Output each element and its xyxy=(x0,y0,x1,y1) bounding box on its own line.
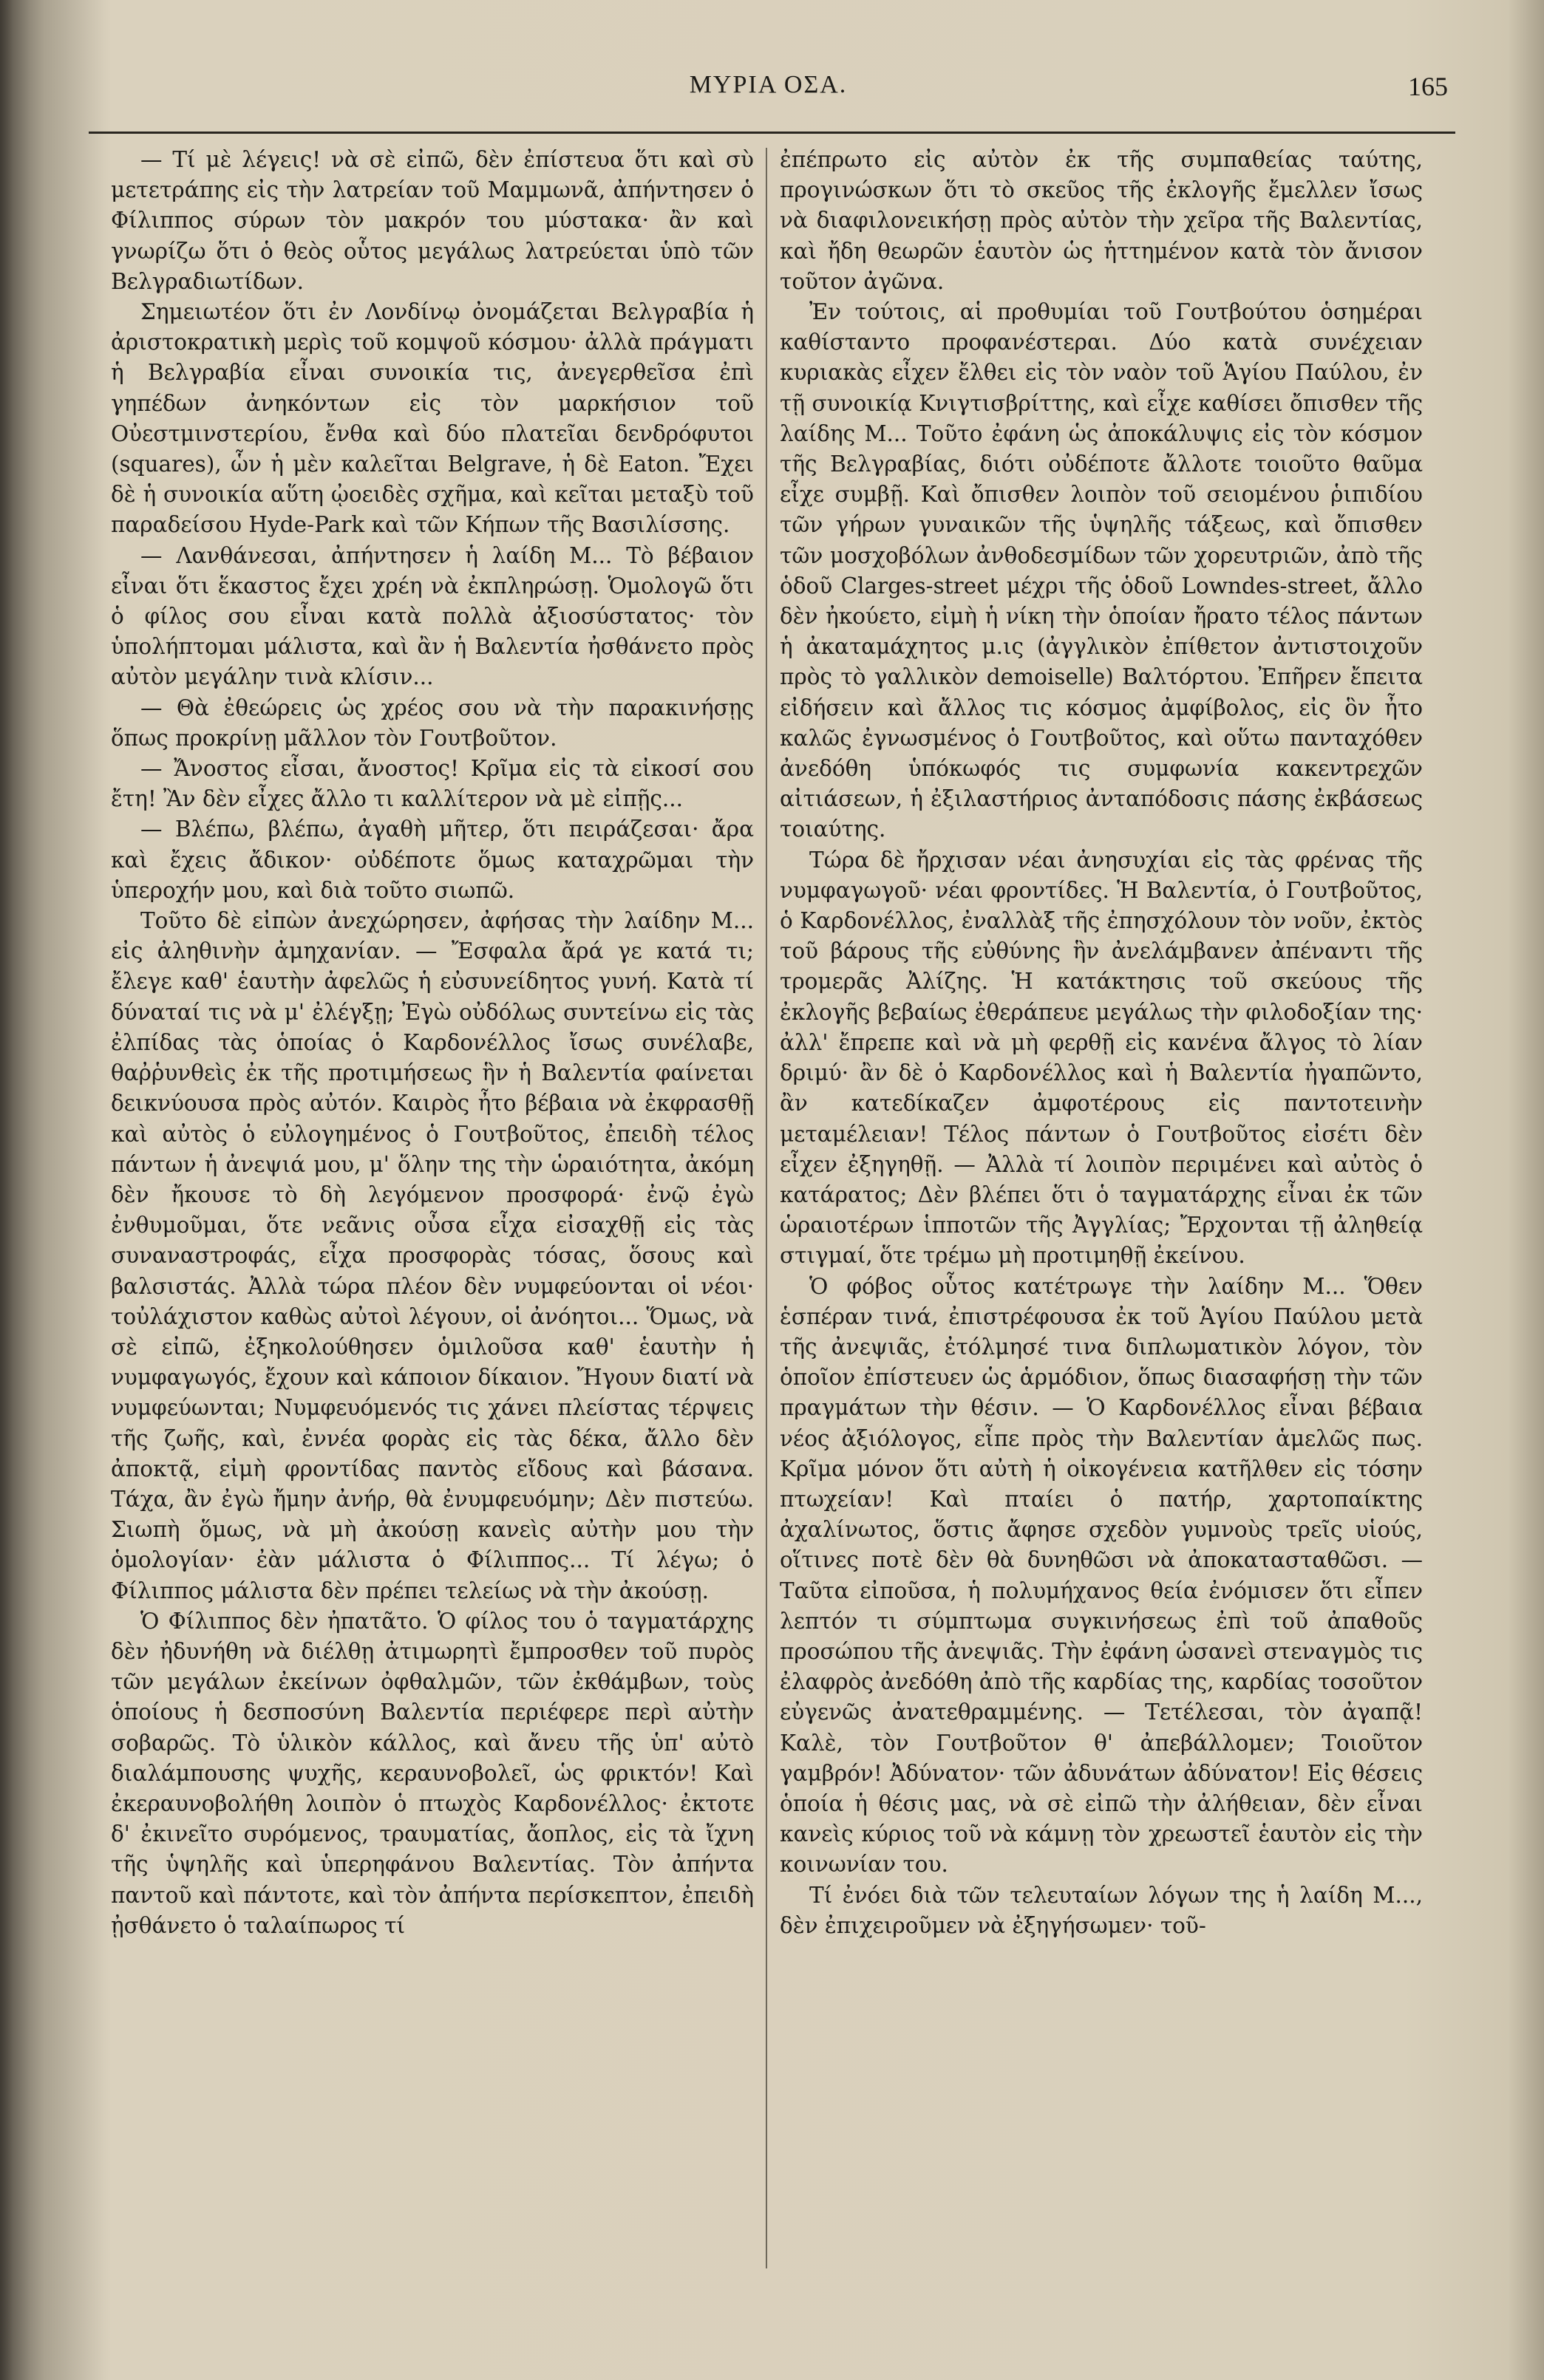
paragraph: ἐπέπρωτο εἰς αὐτὸν ἐκ τῆς συμπαθείας ταύτης, προγινώσκων ὅτι τὸ σκεῦος τῆς ἐκλογῆς ἔμελλεν ἴσως νὰ διαφιλονεικήσῃ πρὸς αὐτὸν τὴν χεῖρα τῆς Βαλεντίας, καὶ ἤδη θεωρῶν ἑαυτὸν ὡς ἡττημένον κατὰ τὸν ἄνισον τοῦτον ἀγῶνα. xyxy=(780,147,1423,294)
binding-shadow xyxy=(0,0,111,2380)
paragraph: Τώρα δὲ ἤρχισαν νέαι ἀνησυχίαι εἰς τὰς φρένας τῆς νυμφαγωγοῦ· νέαι φροντίδες. Ἡ Βαλεντία, ὁ Γουτβοῦτος, ὁ Καρδονέλλος, ἐναλλὰξ τῆς ἐπησχόλουν τὸν νοῦν, ἐκτὸς τοῦ βάρους τῆς εὐθύνης ἣν ἀνελάμβανεν ἀπέναντι τῆς τρομερᾶς Ἀλίζης. Ἡ κατάκτησις τοῦ σκεύους τῆς ἐκλογῆς βεβαίως ἐθεράπευε μεγάλως τὴν φιλοδοξίαν της· ἀλλ' ἔπρεπε καὶ νὰ μὴ φερθῇ εἰς κανένα ἄλγος τὸ λίαν δριμύ· ἂν δὲ ὁ Καρδονέλλος καὶ ἡ Βαλεντία ἠγαπῶντο, ἂν κατεδίκαζεν ἀμφοτέρους εἰς παντοτεινὴν μεταμέλειαν! Τέλος πάντων ὁ Γουτβοῦτος εἰσέτι δὲν εἶχεν ἐξηγηθῇ. — Ἀλλὰ τί λοιπὸν περιμένει καὶ αὐτὸς ὁ κατάρατος; Δὲν βλέπει ὅτι ὁ ταγματάρχης εἶναι ἐκ τῶν ὡραιοτέρων ἱπποτῶν τῆς Ἀγγλίας; Ἔρχονται τῇ ἀληθείᾳ στιγμαί, ὅτε τρέμω μὴ προτιμηθῇ ἐκείνου. xyxy=(780,847,1423,1269)
paragraph: Τοῦτο δὲ εἰπὼν ἀνεχώρησεν, ἀφήσας τὴν λαίδην Μ... εἰς ἀληθινὴν ἀμηχανίαν. — Ἔσφαλα ἄρά γε κατά τι; ἔλεγε καθ' ἑαυτὴν ἀφελῶς ἡ εὐσυνείδητος γυνή. Κατὰ τί δύναταί τις νὰ μ' ἐλέγξῃ; Ἐγὼ οὐδόλως συντείνω εἰς τὰς ἐλπίδας τὰς ὁποίας ὁ Καρδονέλλος ἴσως συνέλαβε, θαῤῥυνθεὶς ἐκ τῆς προτιμήσεως ἣν ἡ Βαλεντία φαίνεται δεικνύουσα πρὸς αὐτόν. Καιρὸς ἦτο βέβαια νὰ ἐκφρασθῇ καὶ αὐτὸς ὁ εὐλογημένος ὁ Γουτβοῦτος, ἐπειδὴ τέλος πάντων ἡ ἀνεψιά μου, μ' ὅλην της τὴν ὡραιότητα, ἀκόμη δὲν ἤκουσε τὸ δὴ λεγόμενον προσφορά· ἐνῷ ἐγὼ ἐνθυμοῦμαι, ὅτε νεᾶνις οὖσα εἶχα εἰσαχθῇ εἰς τὰς συναναστροφάς, εἶχα προσφορὰς τόσας, ὅσους καὶ βαλσιστάς. Ἀλλὰ τώρα πλέον δὲν νυμφεύονται οἱ νέοι· τοὐλάχιστον καθὼς αὐτοὶ λέγουν, οἱ ἀνόητοι... Ὅμως, νὰ σὲ εἰπῶ, ἐξηκολούθησεν ὁμιλοῦσα καθ' ἑαυτὴν ἡ νυμφαγωγός, ἔχουν καὶ κάποιον δίκαιον. Ἤγουν διατί νὰ νυμφεύωνται; Νυμφευόμενός τις χάνει πλείστας τέρψεις τῆς ζωῆς, καὶ, ἐννέα φορὰς εἰς τὰς δέκα, ἄλλο δὲν ἀποκτᾷ, εἰμὴ φροντίδας παντὸς εἴδους καὶ βάσανα. Τάχα, ἂν ἐγὼ ἤμην ἀνήρ, θὰ ἐνυμφευόμην; Δὲν πιστεύω. Σιωπὴ ὅμως, νὰ μὴ ἀκούσῃ κανεὶς αὐτὴν μου τὴν ὁμολογίαν· ἐὰν μάλιστα ὁ Φίλιππος... Τί λέγω; ὁ Φίλιππος μάλιστα δὲν πρέπει τελείως νὰ τὴν ἀκούσῃ. xyxy=(111,908,754,1603)
paragraph: — Βλέπω, βλέπω, ἀγαθὴ μῆτερ, ὅτι πειράζεσαι· ἄρα καὶ ἔχεις ἄδικον· οὐδέποτε ὅμως καταχρῶμαι τὴν ὑπεροχήν μου, καὶ διὰ τοῦτο σιωπῶ. xyxy=(111,816,754,903)
paragraph: Ὁ φόβος οὗτος κατέτρωγε τὴν λαίδην Μ... Ὅθεν ἑσπέραν τινά, ἐπιστρέφουσα ἐκ τοῦ Ἁγίου Παύλου μετὰ τῆς ἀνεψιᾶς, ἐτόλμησέ τινα διπλωματικὸν λόγον, τὸν ὁποῖον ἐπίστευεν ὡς ἁρμόδιον, ὅπως διασαφήσῃ τὴν τῶν πραγμάτων τὴν θέσιν. — Ὁ Καρδονέλλος εἶναι βέβαια νέος ἀξιόλογος, εἶπε πρὸς τὴν Βαλεντίαν ἁμελῶς πως. Κρῖμα μόνον ὅτι αὐτὴ ἡ οἰκογένεια κατῆλθεν εἰς τόσην πτωχείαν! Καὶ πταίει ὁ πατήρ, χαρτοπαίκτης ἀχαλίνωτος, ὅστις ἄφησε σχεδὸν γυμνοὺς τρεῖς υἱούς, οἵτινες ποτὲ δὲν θὰ δυνηθῶσι νὰ ἀποκατασταθῶσι. — Ταῦτα εἰποῦσα, ἡ πολυμήχανος θεία ἐνόμισεν ὅτι εἶπεν λεπτόν τι σύμπτωμα συγκινήσεως ἐπὶ τοῦ ἀπαθοῦς προσώπου τῆς ἀνεψιᾶς. Τὴν ἐφάνη ὡσανεὶ στεναγμὸς τις ἐλαφρὸς ἀνεδόθη ἀπὸ τῆς καρδίας της, καρδίας τοσοῦτον εὐγενῶς ἀνατεθραμμένης. — Τετέλεσαι, τὸν ἀγαπᾷ! Καλὲ, τὸν Γουτβοῦτον θ' ἀπεβάλλομεν; Τοιοῦτον γαμβρόν! Ἀδύνατον· τῶν ἀδυνάτων ἀδύνατον! Εἰς θέσεις ὁποία ἡ θέσις μας, νὰ σὲ εἰπῶ τὴν ἀλήθειαν, δὲν εἶναι κανεὶς κύριος τοῦ νὰ κάμνῃ τὸν χρεωστεῖ ἑαυτὸν εἰς τὴν κοινωνίαν του. xyxy=(780,1273,1423,1878)
running-head: ΜΥΡΙΑ ΟΣΑ. xyxy=(689,71,848,98)
page-number: 165 xyxy=(1408,72,1448,101)
right-column xyxy=(780,145,1423,2332)
paragraph: Τί ἐνόει διὰ τῶν τελευταίων λόγων της ἡ λαίδη Μ..., δὲν ἐπιχειροῦμεν νὰ ἐξηγήσωμεν· τοῦ- xyxy=(780,1882,1423,1938)
page-header xyxy=(89,71,1448,108)
paragraph: — Θὰ ἐθεώρεις ὡς χρέος σου νὰ τὴν παρακινήσῃς ὅπως προκρίνῃ μᾶλλον τὸν Γουτβοῦτον. xyxy=(111,695,754,751)
header-rule xyxy=(89,132,1455,134)
paragraph: — Λανθάνεσαι, ἀπήντησεν ἡ λαίδη Μ... Τὸ βέβαιον εἶναι ὅτι ἕκαστος ἔχει χρέη νὰ ἐκπληρώσῃ. Ὁμολογῶ ὅτι ὁ φίλος σου εἶναι κατὰ πολλὰ ἀξιοσύστατος· τὸν ὑπολήπτομαι μάλιστα, καὶ ἂν ἡ Βαλεντία ἠσθάνετο πρὸς αὐτὸν μεγάλην τινὰ κλίσιν... xyxy=(111,542,754,690)
paragraph: — Ἄνοστος εἶσαι, ἄνοστος! Κρῖμα εἰς τὰ εἰκοσί σου ἔτη! Ἂν δὲν εἶχες ἄλλο τι καλλίτερον νὰ μὲ εἰπῇς... xyxy=(111,756,754,812)
paragraph: Ὁ Φίλιππος δὲν ἠπατᾶτο. Ὁ φίλος του ὁ ταγματάρχης δὲν ἠδυνήθη νὰ διέλθῃ ἀτιμωρητὶ ἔμπροσθεν τοῦ πυρὸς τῶν μεγάλων ἐκείνων ὀφθαλμῶν, τῶν ἐκθάμβων, τοὺς ὁποίους ἡ δεσποσύνη Βαλεντία περιέφερε περὶ αὐτὴν σοβαρῶς. Τὸ ὑλικὸν κάλλος, καὶ ἄνευ τῆς ὑπ' αὐτὸ διαλάμπουσης ψυχῆς, κεραυνοβολεῖ, ὡς φρικτόν! Καὶ ἐκεραυνοβολήθη λοιπὸν ὁ πτωχὸς Καρδονέλλος· ἐκτοτε δ' ἐκινεῖτο συρόμενος, τραυματίας, ἄοπλος, εἰς τὰ ἴχνη τῆς ὑψηλῆς καὶ ὑπερηφάνου Βαλεντίας. Τὸν ἀπήντα παντοῦ καὶ πάντοτε, καὶ τὸν ἀπήντα περίσκεπτον, ἐπειδὴ ᾐσθάνετο ὁ ταλαίπωρος τί xyxy=(111,1608,754,1938)
column-divider xyxy=(766,148,767,2268)
paragraph: Σημειωτέον ὅτι ἐν Λονδίνῳ ὀνομάζεται Βελγραβία ἡ ἀριστοκρατικὴ μερὶς τοῦ κομψοῦ κόσμου· ἀλλὰ πράγματι ἡ Βελγραβία εἶναι συνοικία τις, ἀνεγερθεῖσα ἐπὶ γηπέδων ἀνηκόντων εἰς τὸν μαρκήσιον τοῦ Οὐεστμινστερίου, ἔνθα καὶ δύο πλατεῖαι δενδρόφυτοι (squares), ὧν ἡ μὲν καλεῖται Belgrave, ἡ δὲ Eaton. Ἔχει δὲ ἡ συνοικία αὕτη ᾠοειδὲς σχῆμα, καὶ κεῖται μεταξὺ τοῦ παραδείσου Hyde-Park καὶ τῶν Κήπων τῆς Βασιλίσσης. xyxy=(111,299,754,538)
left-column xyxy=(111,145,754,2332)
paragraph: Ἐν τούτοις, αἱ προθυμίαι τοῦ Γουτβούτου ὁσημέραι καθίσταντο προφανέστεραι. Δύο κατὰ συνέχειαν κυριακὰς εἶχεν ἔλθει εἰς τὸν ναὸν τοῦ Ἁγίου Παύλου, ἐν τῇ συνοικίᾳ Κνιγτισβρίττης, καὶ εἶχε καθίσει ὄπισθεν τῆς λαίδης Μ... Τοῦτο ἐφάνη ὡς ἀποκάλυψις εἰς τὸν κόσμον τῆς Βελγραβίας, διότι οὐδέποτε ἄλλοτε τοιοῦτο θαῦμα εἶχε συμβῇ. Καὶ ὄπισθεν λοιπὸν τοῦ σειομένου ῥιπιδίου τῶν γήρων γυναικῶν τῆς ὑψηλῆς τάξεως, καὶ ὄπισθεν τῶν μοσχοβόλων ἀνθοδεσμίδων τῶν χορευτριῶν, ἀπὸ τῆς ὁδοῦ Clarges-street μέχρι τῆς ὁδοῦ Lowndes-street, ἄλλο δὲν ἠκούετο, εἰμὴ ἡ νίκη τὴν ὁποίαν ἤρατο τέλος πάντων ἡ ἀκαταμάχητος μ.ις (ἀγγλικὸν ἐπίθετον ἀντιστοιχοῦν πρὸς τὸ γαλλικὸν demoiselle) Βαλτόρτου. Ἐπῆρεν ἔπειτα εἰδήσειν καὶ ἄλλος τις κόσμος ἀμφίβολος, εἰς ὃν ἦτο καλῶς ἐγνωσμένος ὁ Γουτβοῦτος, καὶ οὕτω πανταχόθεν ἀνεδόθη ὑπόκωφός τις συμφωνία κακεντρεχῶν αἰτιάσεων, ἡ ἐξιλαστήριος ἀνταπόδοσις πάσης ἐκβάσεως τοιαύτης. xyxy=(780,299,1423,842)
paragraph: — Τί μὲ λέγεις! νὰ σὲ εἰπῶ, δὲν ἐπίστευα ὅτι καὶ σὺ μετετράπης εἰς τὴν λατρείαν τοῦ Μαμμωνᾶ, ἀπήντησεν ὁ Φίλιππος σύρων τὸν μακρόν του μύστακα· ἂν καὶ γνωρίζω ὅτι ὁ θεὸς οὗτος μεγάλως λατρεύεται ὑπὸ τῶν Βελγραδιωτίδων. xyxy=(111,147,754,294)
